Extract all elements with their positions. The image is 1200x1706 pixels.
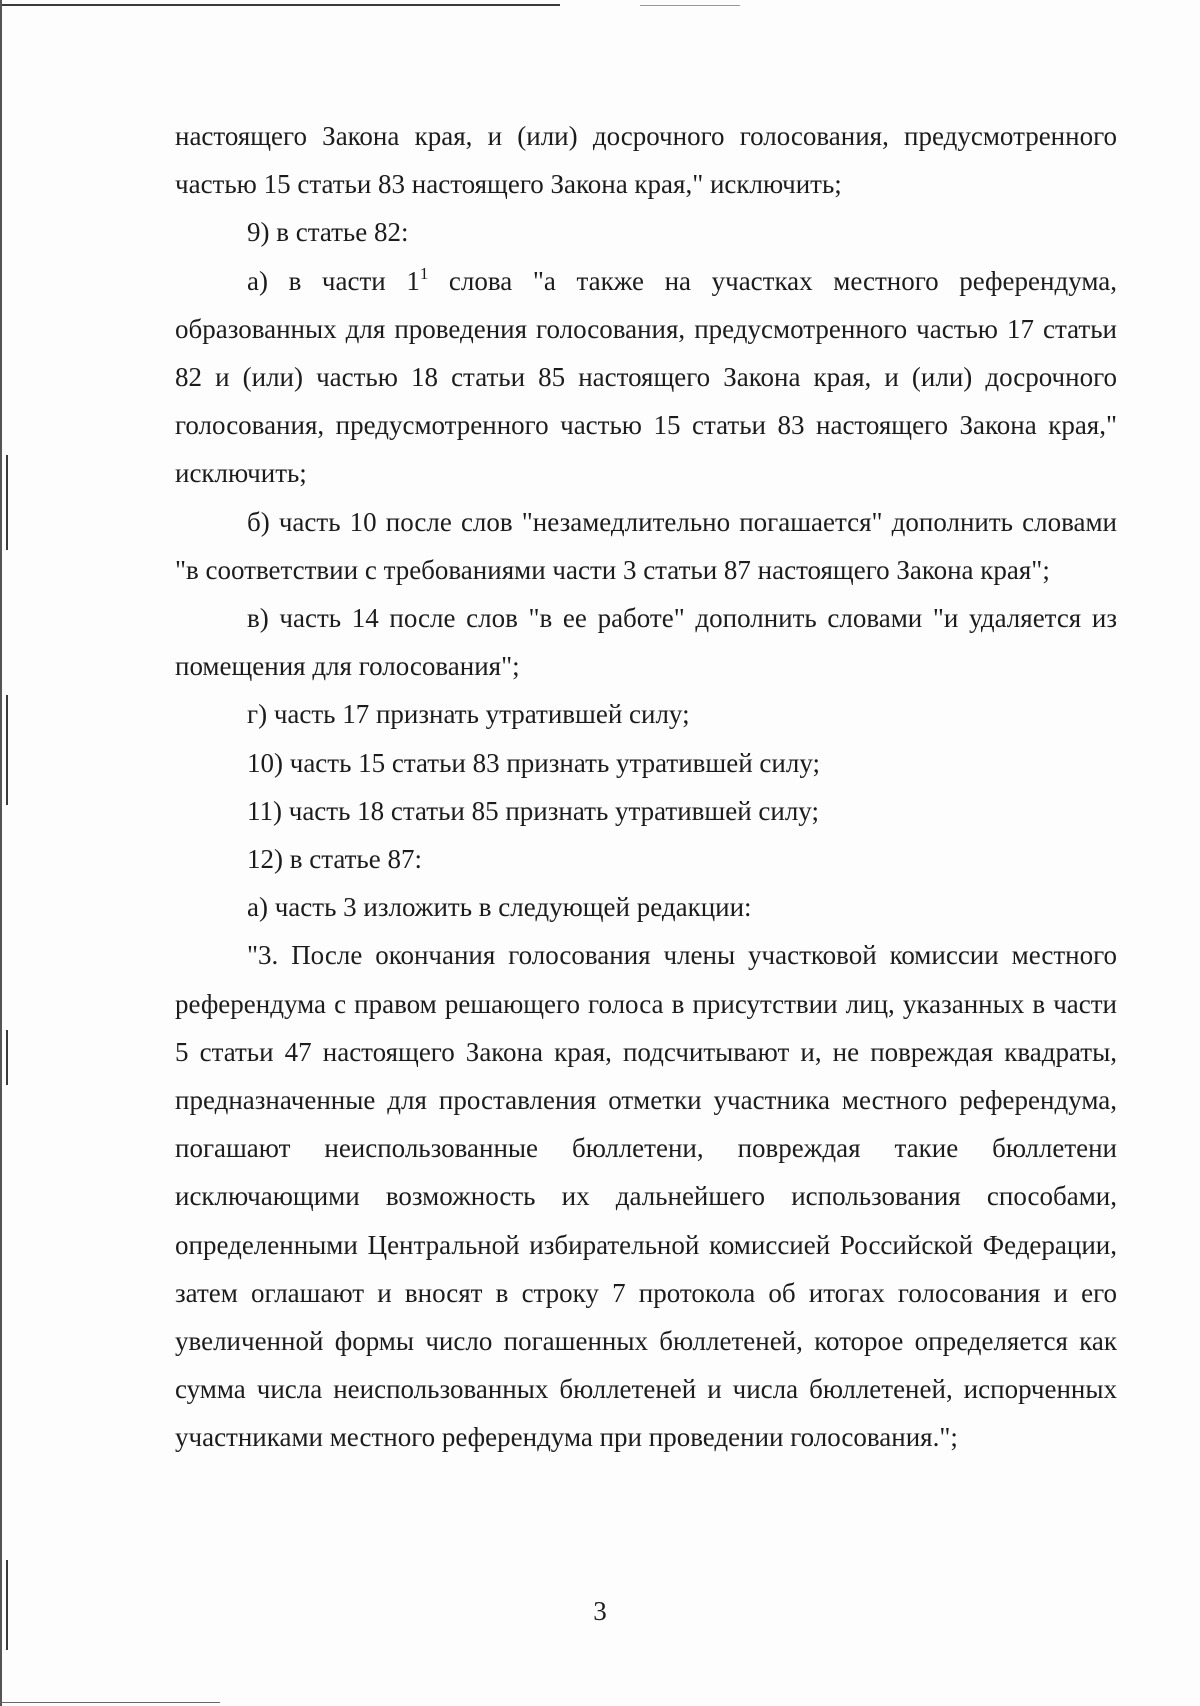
paragraph-item-9b: б) часть 10 после слов "незамедлительно погашается" дополнить словами "в соответствии с требованиями части 3 статьи 87 настоящего Закона края"; — [175, 506, 1117, 585]
paragraph-item-9a-rest: слова "а также на участках местного референдума, образованных для проведения голосования, предусмотренного частью 17 статьи 82 и (или) частью 18 статьи 85 настоящего Закона края, и (или) досрочного голосования, предусмотренного частью 15 статьи 83 настоящего Закона края," исключить; — [175, 265, 1117, 489]
page-number: 3 — [593, 1596, 607, 1626]
paragraph-item-9v: в) часть 14 после слов "в ее работе" дополнить словами "и удаляется из помещения для голосования"; — [175, 603, 1117, 682]
paragraph-item-9a-start: а) в части 1 — [247, 265, 420, 296]
scan-edge-top-fragment — [640, 5, 740, 6]
paragraph-item-9g: г) часть 17 признать утратившей силу; — [247, 699, 690, 730]
scan-mark — [6, 695, 8, 805]
scan-mark — [6, 1030, 8, 1085]
paragraph-item-12a: а) часть 3 изложить в следующей редакции: — [247, 892, 752, 923]
scan-mark — [6, 455, 8, 550]
paragraph-item-12: 12) в статье 87: — [247, 844, 422, 875]
paragraph-quoted-part-3: "3. После окончания голосования члены участковой комиссии местного референдума с правом решающего голоса в присутствии лиц, указанных в части 5 статьи 47 настоящего Закона края, подсчитывают и, не повреждая квадраты, предназначенные для проставления отметки участника местного референдума, погашают неиспользованные бюллетени, повреждая такие бюллетени исключающими возможность их дальнейшего использования способами, определенными Центральной избирательной комиссией Российской Федерации, затем оглашают и вносят в строку 7 протокола об итогах голосования и его увеличенной формы число погашенных бюллетеней, которое определяется как сумма числа неиспользованных бюллетеней и числа бюллетеней, испорченных участниками местного референдума при проведении голосования."; — [175, 940, 1117, 1453]
superscript-number: 1 — [419, 263, 429, 283]
scan-edge-top — [0, 4, 560, 6]
scan-edge-bottom — [0, 1702, 220, 1703]
paragraph-item-9a — [175, 257, 1117, 498]
paragraph-item-10: 10) часть 15 статьи 83 признать утратившей силу; — [247, 747, 820, 778]
paragraph-item-11: 11) часть 18 статьи 85 признать утратившей силу; — [247, 795, 819, 826]
paragraph-item-9: 9) в статье 82: — [247, 217, 409, 248]
document-body — [175, 112, 1117, 1462]
scan-edge-left — [0, 0, 2, 1706]
paragraph-continuation: настоящего Закона края, и (или) досрочного голосования, предусмотренного частью 15 статьи 83 настоящего Закона края," исключить; — [175, 121, 1117, 200]
